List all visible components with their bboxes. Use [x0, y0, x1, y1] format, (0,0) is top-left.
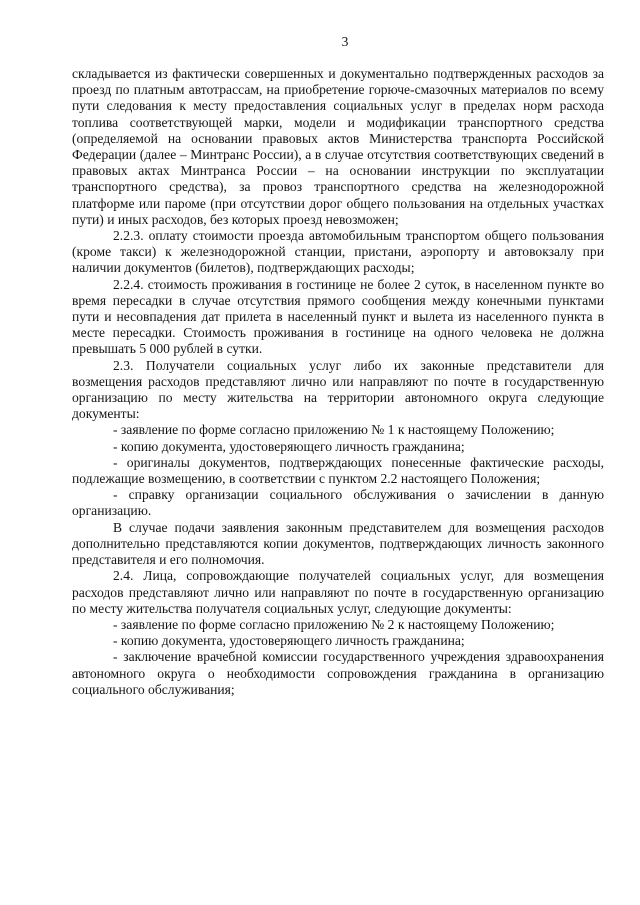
- list-item-identity-copy-2: - копию документа, удостоверяющего личность гражданина;: [113, 633, 465, 649]
- list-item-application-form-1: - заявление по форме согласно приложению № 1 к настоящему Положению;: [113, 422, 555, 438]
- paragraph-2-4: 2.4. Лица, сопровождающие получателей социальных услуг, для возмещения расходов представляют лично или направляют по почте в государственную организацию по месту жительства получателя социальных услуг, следующие документы:: [72, 568, 604, 616]
- paragraph-continuation: складывается из фактически совершенных и документально подтвержденных расходов за проезд по платным автотрассам, на приобретение горюче-смазочных материалов по всему пути следования к месту предоставления социальных услуг в пределах норм расхода топлива соответствующей марки, модели и модификации транспортного средства (определяемой на основании правовых актов Министерства транспорта Российской Федерации (далее – Минтранс России), а в случае отсутствия соответствующих сведений в правовых актах Минтранса России – на основании инструкции по эксплуатации транспортного средства), за провоз транспортного средства на железнодорожной платформе или пароме (при отсутствии дорог общего пользования на отдельных участках пути) и иных расходов, без которых проезд невозможен;: [72, 66, 604, 227]
- list-item-enrollment-certificate: - справку организации социального обслуживания о зачислении в данную организацию.: [72, 487, 604, 519]
- page-number: 3: [341, 34, 349, 49]
- paragraph-2-3: 2.3. Получатели социальных услуг либо их законные представители для возмещения расходов представляют лично или направляют по почте в государственную организацию по месту жительства на территории автономного округа следующие документы:: [72, 357, 604, 422]
- list-item-medical-commission: - заключение врачебной комиссии государственного учреждения здравоохранения автономного округа о необходимости сопровождения гражданина в организацию социального обслуживания;: [72, 649, 604, 697]
- paragraph-2-2-4: 2.2.4. стоимость проживания в гостинице не более 2 суток, в населенном пункте во время пересадки в случае отсутствия прямого сообщения между конечными пунктами пути и несовпадения дат прилета в населенный пункт и вылета из населенного пункта в месте пересадки. Стоимость проживания в гостинице на одного человека не должна превышать 5 000 рублей в сутки.: [72, 276, 604, 357]
- list-item-application-form-2: - заявление по форме согласно приложению № 2 к настоящему Положению;: [113, 616, 555, 632]
- document-body: [72, 66, 604, 698]
- list-item-original-documents: - оригиналы документов, подтверждающих понесенные фактические расходы, подлежащие возмещению, в соответствии с пунктом 2.2 настоящего Положения;: [72, 454, 604, 487]
- paragraph-2-2-3: 2.2.3. оплату стоимости проезда автомобильным транспортом общего пользования (кроме такси) к железнодорожной станции, пристани, аэропорту и автовокзалу при наличии документов (билетов), подтверждающих расходы;: [72, 228, 604, 276]
- paragraph-legal-representative: В случае подачи заявления законным представителем для возмещения расходов дополнительно представляются копии документов, подтверждающих личность законного представителя и его полномочия.: [72, 519, 604, 568]
- list-item-identity-copy: - копию документа, удостоверяющего личность гражданина;: [113, 438, 465, 454]
